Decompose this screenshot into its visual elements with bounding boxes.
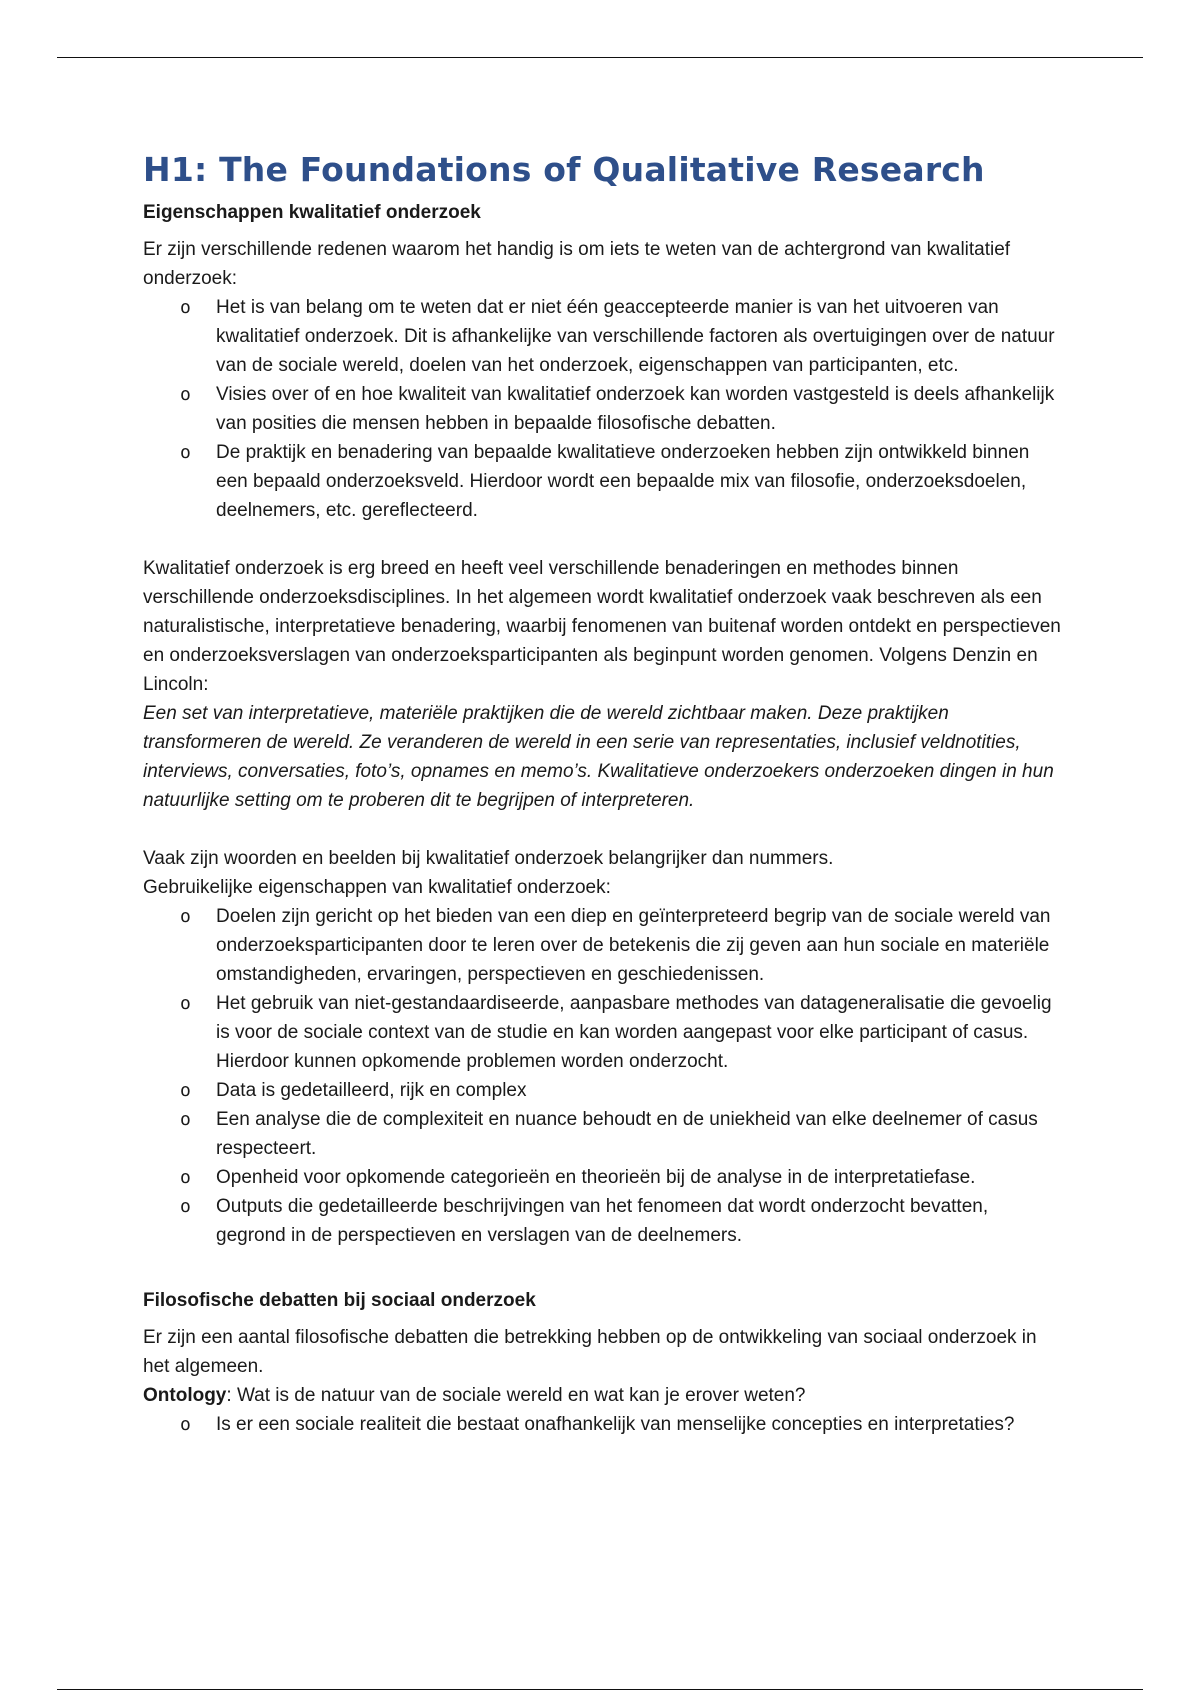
header-rule [57,57,1143,58]
section1-characteristics-list [143,902,1063,1250]
list-item: o Data is gedetailleerd, rijk en complex [216,1076,1063,1105]
list-item: o Doelen zijn gericht op het bieden van een diep en geïnterpreteerd begrip van de sociale wereld van onderzoeksparticipanten door te leren over de betekenis die zij geven aan hun sociale en materiële omstandigheden, ervaringen, perspectieven en geschiedenissen. [216,902,1063,989]
bullet-icon: o [180,297,191,318]
page-title: H1: The Foundations of Qualitative Research [143,150,985,189]
section2-intro: Er zijn een aantal filosofische debatten die betrekking hebben op de ontwikkeling van sociaal onderzoek in het algemeen. [143,1327,1037,1377]
bullet-icon: o [180,442,191,463]
footer-rule [57,1689,1143,1690]
spacer [143,1250,1063,1286]
bullet-icon: o [180,1414,191,1435]
section1-line1: Vaak zijn woorden en beelden bij kwalitatief onderzoek belangrijker dan nummers. [143,848,834,869]
bullet-icon: o [180,906,191,927]
bullet-icon: o [180,1080,191,1101]
denzin-lincoln-quote: Een set van interpretatieve, materiële praktijken die de wereld zichtbaar maken. Deze praktijken transformeren de wereld. Ze veranderen de wereld in een serie van representaties, inclusief veldnotities, interviews, conversaties, foto’s, opnames en memo’s. Kwalitatieve onderzoekers onderzoeken dingen in hun natuurlijke setting om te proberen dit te begrijpen of interpreteren. [143,703,1054,811]
ontology-label: Ontology [143,1385,227,1406]
bullet-icon: o [180,993,191,1014]
spacer [143,525,1063,554]
bullet-icon: o [180,1167,191,1188]
list-item: o Outputs die gedetailleerde beschrijvingen van het fenomeen dat wordt onderzocht bevatten, gegrond in de perspectieven en verslagen van de deelnemers. [216,1192,1063,1250]
list-item: o Een analyse die de complexiteit en nuance behoudt en de uniekheid van elke deelnemer of casus respecteert. [216,1105,1063,1163]
section2-bullet-list [143,1410,1063,1439]
bullet-icon: o [180,1109,191,1130]
document-page [143,148,1063,1439]
list-item: o Het is van belang om te weten dat er niet één geaccepteerde manier is van het uitvoeren van kwalitatief onderzoek. Dit is afhankelijke van verschillende factoren als overtuigingen over de natuur van de sociale wereld, doelen van het onderzoek, eigenschappen van participanten, etc. [216,293,1063,380]
ontology-line [143,1381,1063,1410]
section-heading-filosofische-debatten: Filosofische debatten bij sociaal onderzoek [143,1290,536,1311]
spacer [143,815,1063,844]
list-item: o Is er een sociale realiteit die bestaat onafhankelijk van menselijke concepties en interpretaties? [216,1410,1063,1439]
section-heading-eigenschappen: Eigenschappen kwalitatief onderzoek [143,202,481,223]
section1-intro: Er zijn verschillende redenen waarom het handig is om iets te weten van de achtergrond van kwalitatief onderzoek: [143,239,1011,289]
list-item: o Het gebruik van niet-gestandaardiseerde, aanpasbare methodes van datageneralisatie die gevoelig is voor de sociale context van de studie en kan worden aangepast voor elke participant of casus. Hierdoor kunnen opkomende problemen worden onderzocht. [216,989,1063,1076]
list-item: o Openheid voor opkomende categorieën en theorieën bij de analyse in de interpretatiefase. [216,1163,1063,1192]
section1-paragraph: Kwalitatief onderzoek is erg breed en heeft veel verschillende benaderingen en methodes binnen verschillende onderzoeksdisciplines. In het algemeen wordt kwalitatief onderzoek vaak beschreven als een naturalistische, interpretatieve benadering, waarbij fenomenen van buitenaf worden ontdekt en perspectieven en onderzoeksverslagen van onderzoeksparticipanten als beginpunt worden genomen. Volgens Denzin en Lincoln: [143,558,1061,695]
list-item: o Visies over of en hoe kwaliteit van kwalitatief onderzoek kan worden vastgesteld is deels afhankelijk van posities die mensen hebben in bepaalde filosofische debatten. [216,380,1063,438]
section1-line2: Gebruikelijke eigenschappen van kwalitatief onderzoek: [143,877,611,898]
list-item: o De praktijk en benadering van bepaalde kwalitatieve onderzoeken hebben zijn ontwikkeld binnen een bepaald onderzoeksveld. Hierdoor wordt een bepaalde mix van filosofie, onderzoeksdoelen, deelnemers, etc. gereflecteerd. [216,438,1063,525]
bullet-icon: o [180,384,191,405]
section1-bullet-list [143,293,1063,525]
ontology-text: : Wat is de natuur van de sociale wereld en wat kan je erover weten? [226,1385,806,1406]
bullet-icon: o [180,1196,191,1217]
